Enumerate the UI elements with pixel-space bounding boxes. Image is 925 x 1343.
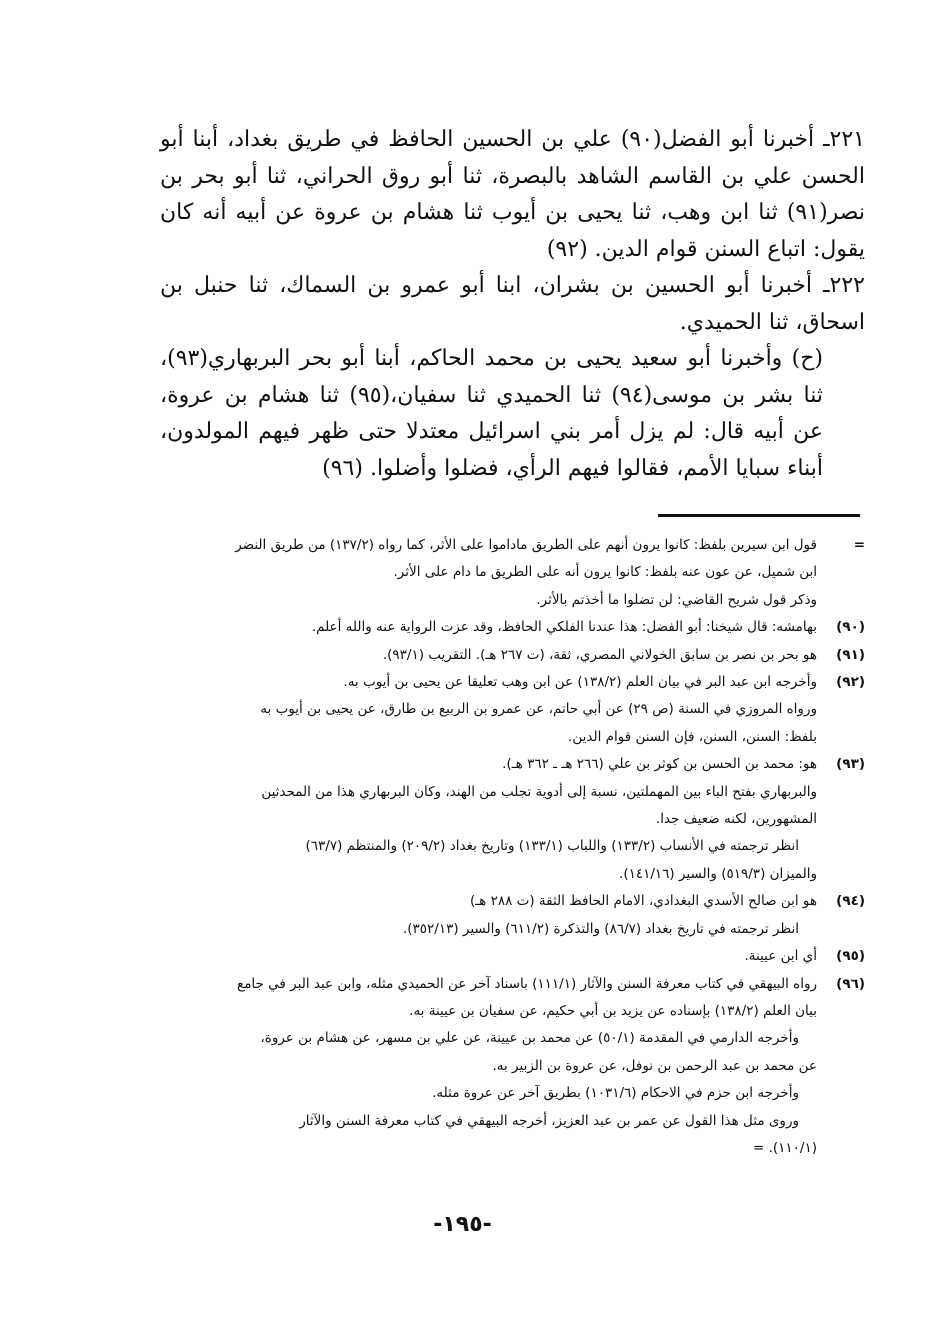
footnote-text: بلفظ: السنن، السنن، فإن السنن قوام الدين. bbox=[568, 728, 817, 745]
footnote-text: بيان العلم (١٣٨/٢) بإسناده عن يزيد بن أبي حكيم، عن سفيان بن عيينة به. bbox=[409, 1002, 817, 1019]
continuation-marker: = bbox=[853, 537, 865, 553]
footnote-text: ورواه المروزي في السنة (ص ٢٩) عن أبي حاتم، عن عمرو بن الربيع بن طارق، عن يحيى بن أيوب به bbox=[260, 701, 817, 718]
footnote-text: وذكر قول شريح القاضي: لن تضلوا ما أخذتم بالأثر. bbox=[536, 591, 817, 608]
footnotes bbox=[160, 532, 865, 1162]
footnote-text: رواه البيهقي في كتاب معرفة السنن والآثار (١١١/١) باسناد آخر عن الحميدي مثله، وابن عبد البر في جامع bbox=[237, 975, 817, 992]
footnote-91 bbox=[160, 642, 865, 669]
footnote-number: (٩٣) bbox=[836, 756, 865, 773]
footnote-text: انظر ترجمته في تاريخ بغداد (٨٦/٧) والتذكرة (٦١١/٢) والسير (٣٥٢/١٣). bbox=[402, 920, 799, 937]
footnote-number: (٩١) bbox=[836, 646, 865, 663]
footnote-text: بهامشه: قال شيخنا: أبو الفضل: هذا عندنا الفلكي الحافظ، وقد عزت الرواية عنه والله أعلم. bbox=[311, 619, 817, 636]
footnote-text: المشهورين، لكنه ضعيف جدا. bbox=[655, 811, 817, 828]
footnote-number: (٩٤) bbox=[836, 893, 865, 910]
footnote-90 bbox=[160, 614, 865, 641]
footnote-text: والبربهاري بفتح الباء بين المهملتين، نسبة إلى أدوية تجلب من الهند، وكان البربهاري هذا من المحدثين bbox=[261, 783, 817, 800]
footnote-93 bbox=[160, 751, 865, 778]
paragraph-222: ٢٢٢ـ أخبرنا أبو الحسين بن بشران، ابنا أبو عمرو بن السماك، ثنا حنبل بن اسحاق، ثنا الحميدي. bbox=[160, 273, 865, 335]
footnote-number: (٩٦) bbox=[836, 975, 865, 992]
footnote-divider bbox=[658, 514, 860, 517]
footnote-92 bbox=[160, 669, 865, 696]
page-number: -١٩٥- bbox=[433, 1212, 492, 1237]
footnote-text: قول ابن سيرين بلفظ: كانوا يرون أنهم على الطريق ماداموا على الأثر، كما رواه (١٣٧/٢) من طريق النضر bbox=[235, 537, 817, 553]
footnote-text: عن محمد بن عبد الرحمن بن نوفل، عن عروة بن الزبير به. bbox=[492, 1057, 817, 1074]
footnote-94 bbox=[160, 888, 865, 915]
footnote-text: وروى مثل هذا القول عن عمر بن عبد العزيز، أخرجه البيهقي في كتاب معرفة السنن والآثار bbox=[299, 1112, 799, 1129]
footnote-96 bbox=[160, 971, 865, 998]
footnote-text: أي ابن عيينة. bbox=[744, 948, 817, 965]
footnote-text: والميزان (٥١٩/٣) والسير (١٤١/١٦). bbox=[619, 865, 817, 882]
footnote-number: (٩٥) bbox=[836, 948, 865, 965]
footnote-number: (٩٠) bbox=[836, 619, 865, 636]
footnote-95 bbox=[160, 943, 865, 970]
footnote-continuation bbox=[160, 532, 865, 559]
paragraph-ha: (ح) وأخبرنا أبو سعيد يحيى بن محمد الحاكم، أبنا أبو بحر البربهاري(٩٣)، ثنا بشر بن موسى(٩٤) ثنا الحميدي ثنا سفيان،(٩٥) ثنا هشام بن عروة، عن أبيه قال: لم يزل أمر بني اسرائيل معتدلا حتى ظهر فيهم المولدون، أبناء سبايا الأمم، فقالوا فيهم الرأي، فضلوا وأضلوا. (٩٦) bbox=[160, 346, 823, 481]
paragraph-221: ٢٢١ـ أخبرنا أبو الفضل(٩٠) علي بن الحسين الحافظ في طريق بغداد، أبنا أبو الحسن علي بن القاسم الشاهد بالبصرة، ثنا أبو روق الحراني، ثنا أبو بحر بن نصر(٩١) ثنا ابن وهب، ثنا يحيى بن أيوب ثنا هشام بن عروة عن أبيه أنه كان يقول: اتباع السنن قوام الدين. (٩٢) bbox=[160, 127, 865, 262]
footnote-text: (١١٠/١). = bbox=[752, 1139, 817, 1156]
main-text bbox=[160, 122, 865, 487]
footnote-text: هو ابن صالح الأسدي البغدادي، الامام الحافظ الثقة (ت ٢٨٨ هـ) bbox=[469, 893, 817, 910]
footnote-text: ابن شميل، عن عون عنه بلفظ: كانوا يرون أنه على الطريق ما دام على الأثر. bbox=[393, 564, 817, 581]
footnote-text: انظر ترجمته في الأنساب (١٣٣/٢) واللباب (١٣٣/١) وتاريخ بغداد (٢٠٩/٢) والمنتظم (٦٣/٧) bbox=[305, 838, 799, 855]
footnote-number: (٩٢) bbox=[836, 674, 865, 691]
footnote-text: وأخرجه ابن حزم في الاحكام (١٠٣١/٦) بطريق آخر عن عروة مثله. bbox=[432, 1085, 799, 1102]
footnote-text: وأخرجه ابن عبد البر في بيان العلم (١٣٨/٢) عن ابن وهب تعليقا عن يحيى بن أيوب به. bbox=[343, 674, 817, 691]
footnote-text: هو: محمد بن الحسن بن كوثر بن علي (٢٦٦ هـ ـ ٣٦٢ هـ). bbox=[502, 756, 817, 773]
footnote-text: هو بحر بن نصر بن سابق الخولاني المصري، ثقة، (ت ٢٦٧ هـ). التقريب (٩٣/١). bbox=[382, 646, 817, 663]
footnote-text: وأخرجه الدارمي في المقدمة (٥٠/١) عن محمد بن عيينة، عن علي بن مسهر، عن هشام بن عروة، bbox=[260, 1030, 799, 1047]
